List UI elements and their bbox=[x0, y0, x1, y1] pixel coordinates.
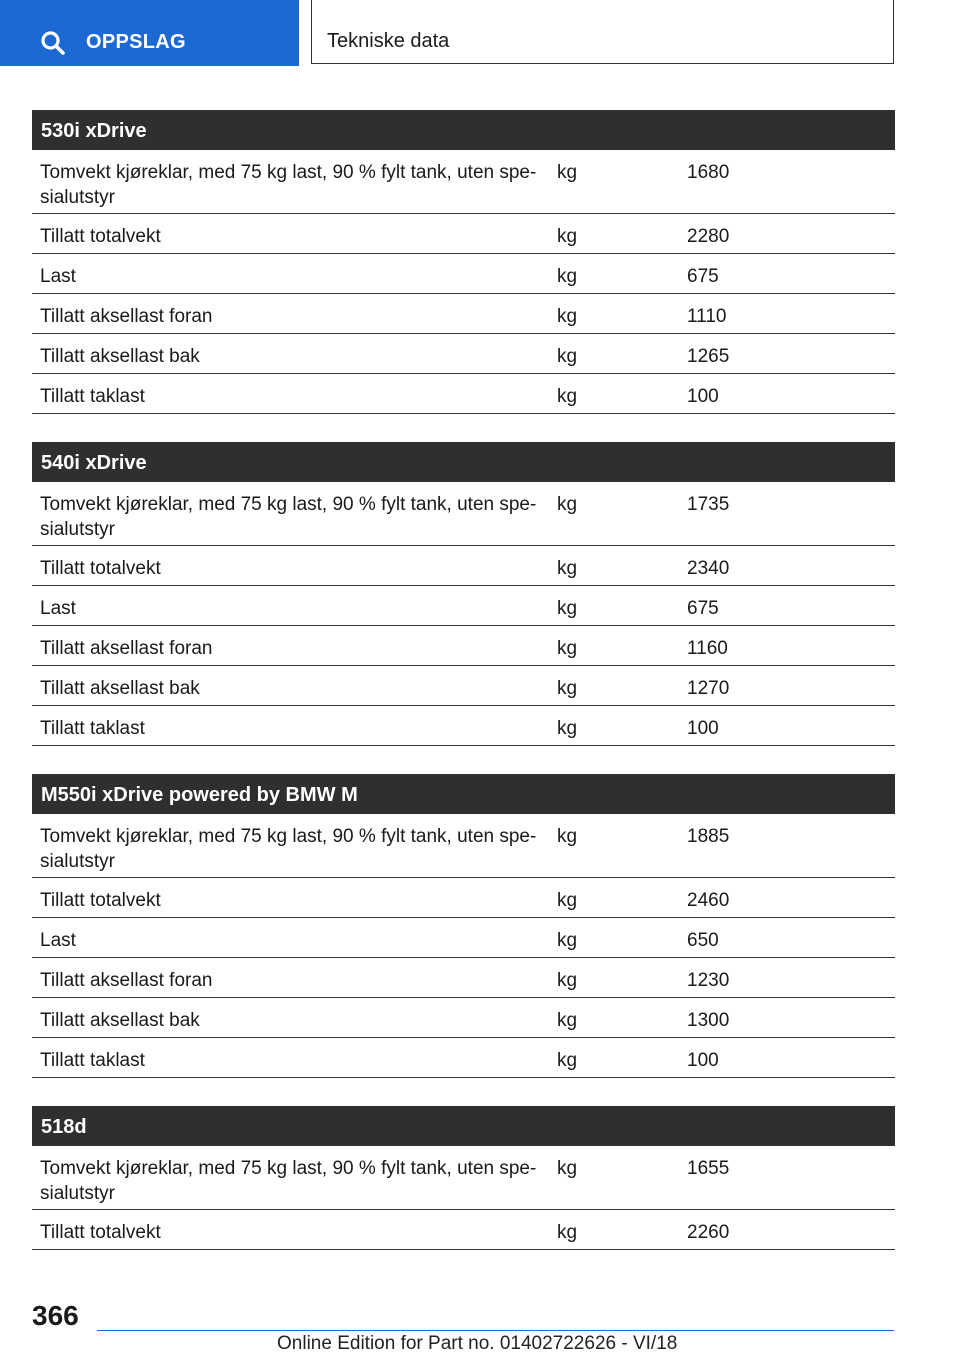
table-row bbox=[32, 374, 895, 414]
row-value: 1735 bbox=[687, 494, 730, 515]
table-row bbox=[32, 546, 895, 586]
table-row bbox=[32, 1146, 895, 1210]
spec-table bbox=[32, 442, 895, 746]
search-label: OPPSLAG bbox=[86, 31, 186, 53]
table-row bbox=[32, 958, 895, 998]
row-unit: kg bbox=[557, 826, 578, 847]
row-value: 1270 bbox=[687, 678, 730, 699]
row-value: 1885 bbox=[687, 826, 730, 847]
spec-table-title: 518d bbox=[32, 1106, 895, 1146]
row-label: Tillatt aksellast foran bbox=[40, 306, 213, 327]
search-icon bbox=[40, 30, 66, 56]
row-unit: kg bbox=[557, 306, 578, 327]
row-label: Tillatt aksellast bak bbox=[40, 1010, 200, 1031]
row-label: Tomvekt kjøreklar, med 75 kg last, 90 % fylt tank, uten spe-sialutstyr bbox=[40, 826, 537, 872]
row-value: 2340 bbox=[687, 558, 730, 579]
row-unit: kg bbox=[557, 890, 578, 911]
row-unit: kg bbox=[557, 1158, 578, 1179]
spec-table-title: 530i xDrive bbox=[32, 110, 895, 150]
row-label: Tomvekt kjøreklar, med 75 kg last, 90 % fylt tank, uten spe-sialutstyr bbox=[40, 494, 537, 540]
row-label: Last bbox=[40, 266, 76, 287]
table-row bbox=[32, 918, 895, 958]
row-label: Tillatt totalvekt bbox=[40, 226, 161, 247]
row-unit: kg bbox=[557, 558, 578, 579]
row-value: 650 bbox=[687, 930, 719, 951]
table-row bbox=[32, 254, 895, 294]
chapter-title: Tekniske data bbox=[327, 30, 450, 52]
table-row bbox=[32, 586, 895, 626]
row-unit: kg bbox=[557, 930, 578, 951]
row-value: 675 bbox=[687, 598, 719, 619]
row-label: Last bbox=[40, 598, 76, 619]
row-unit: kg bbox=[557, 162, 578, 183]
table-row bbox=[32, 482, 895, 546]
table-row bbox=[32, 626, 895, 666]
spec-table bbox=[32, 110, 895, 414]
page-header bbox=[0, 0, 896, 66]
row-value: 1655 bbox=[687, 1158, 730, 1179]
row-value: 100 bbox=[687, 718, 719, 739]
table-row bbox=[32, 998, 895, 1038]
row-value: 1230 bbox=[687, 970, 730, 991]
table-row bbox=[32, 214, 895, 254]
row-label: Tillatt taklast bbox=[40, 718, 145, 739]
row-label: Tillatt aksellast bak bbox=[40, 678, 200, 699]
row-value: 2460 bbox=[687, 890, 730, 911]
row-label: Tillatt taklast bbox=[40, 1050, 145, 1071]
table-row bbox=[32, 334, 895, 374]
table-row bbox=[32, 1210, 895, 1250]
row-label: Tomvekt kjøreklar, med 75 kg last, 90 % fylt tank, uten spe-sialutstyr bbox=[40, 162, 537, 208]
row-value: 1110 bbox=[687, 306, 727, 327]
row-label: Tillatt aksellast bak bbox=[40, 346, 200, 367]
row-label: Tillatt taklast bbox=[40, 386, 145, 407]
row-value: 1680 bbox=[687, 162, 730, 183]
row-value: 2260 bbox=[687, 1222, 730, 1243]
row-unit: kg bbox=[557, 1050, 578, 1071]
row-unit: kg bbox=[557, 226, 578, 247]
page-number: 366 bbox=[32, 1300, 79, 1331]
row-label: Tillatt aksellast foran bbox=[40, 970, 213, 991]
footer-divider bbox=[97, 1330, 894, 1331]
table-row bbox=[32, 666, 895, 706]
row-value: 2280 bbox=[687, 226, 730, 247]
row-unit: kg bbox=[557, 266, 578, 287]
table-row bbox=[32, 150, 895, 214]
row-value: 1160 bbox=[687, 638, 728, 659]
row-label: Tillatt totalvekt bbox=[40, 1222, 161, 1243]
row-value: 1300 bbox=[687, 1010, 730, 1031]
spec-table bbox=[32, 1106, 895, 1250]
row-label: Tillatt aksellast foran bbox=[40, 638, 213, 659]
row-label: Tomvekt kjøreklar, med 75 kg last, 90 % fylt tank, uten spe-sialutstyr bbox=[40, 1158, 537, 1204]
row-unit: kg bbox=[557, 718, 578, 739]
row-unit: kg bbox=[557, 638, 578, 659]
row-value: 100 bbox=[687, 1050, 719, 1071]
edition-footer: Online Edition for Part no. 01402722626 - VI/18 bbox=[277, 1333, 678, 1354]
table-row bbox=[32, 294, 895, 334]
row-unit: kg bbox=[557, 678, 578, 699]
row-unit: kg bbox=[557, 346, 578, 367]
table-row bbox=[32, 814, 895, 878]
search-button[interactable] bbox=[0, 0, 299, 66]
row-unit: kg bbox=[557, 386, 578, 407]
row-label: Tillatt totalvekt bbox=[40, 890, 161, 911]
row-value: 100 bbox=[687, 386, 719, 407]
spec-table bbox=[32, 774, 895, 1078]
spec-table-title: 540i xDrive bbox=[32, 442, 895, 482]
row-unit: kg bbox=[557, 494, 578, 515]
row-unit: kg bbox=[557, 1222, 578, 1243]
row-label: Tillatt totalvekt bbox=[40, 558, 161, 579]
row-value: 675 bbox=[687, 266, 719, 287]
row-label: Last bbox=[40, 930, 76, 951]
row-unit: kg bbox=[557, 598, 578, 619]
table-row bbox=[32, 878, 895, 918]
row-unit: kg bbox=[557, 970, 578, 991]
spec-table-title: M550i xDrive powered by BMW M bbox=[32, 774, 895, 814]
table-row bbox=[32, 706, 895, 746]
chapter-title-box bbox=[311, 0, 894, 64]
table-row bbox=[32, 1038, 895, 1078]
row-unit: kg bbox=[557, 1010, 578, 1031]
row-value: 1265 bbox=[687, 346, 730, 367]
